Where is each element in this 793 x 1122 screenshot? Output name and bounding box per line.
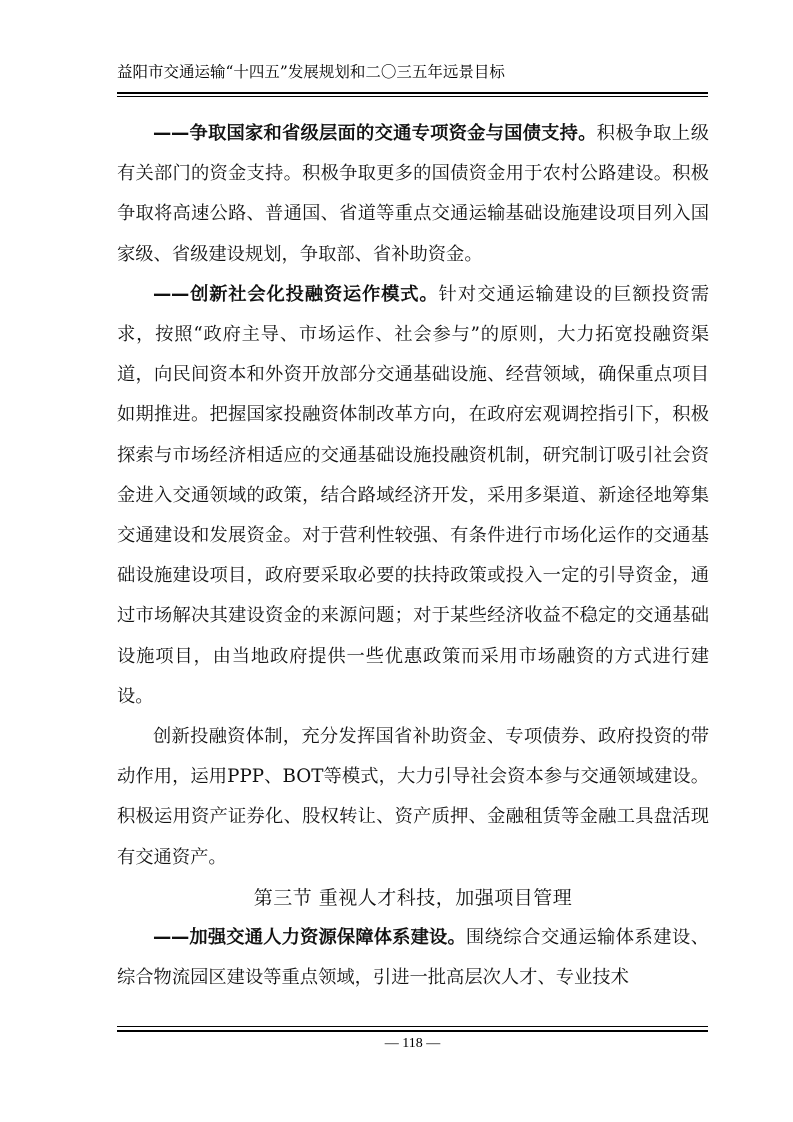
paragraph-lead: ——争取国家和省级层面的交通专项资金与国债支持。 [153, 123, 597, 144]
header-rule [117, 92, 708, 94]
paragraph-lead: ——加强交通人力资源保障体系建设。 [153, 927, 466, 949]
section-heading: 第三节 重视人才科技，加强项目管理 [253, 886, 573, 909]
page-number: — 118 — [384, 1036, 441, 1051]
footer-rule-thin [117, 1026, 708, 1027]
paragraph-innovation [117, 717, 709, 878]
paragraph-body: 创新投融资体制，充分发挥国省补助资金、专项债券、政府投资的带动作用，运用PPP、BOT等模式，大力引导社会资本参与交通领域建设。积极运用资产证券化、股权转让、资产质押、金融租赁等金融工具盘活现有交通资产。 [117, 726, 709, 868]
paragraph-investment [117, 275, 709, 717]
footer-rule [117, 1030, 708, 1032]
running-header: 益阳市交通运输“十四五”发展规划和二〇三五年远景目标 [117, 63, 505, 81]
paragraph-body: 针对交通运输建设的巨额投资需求，按照“政府主导、市场运作、社会参与”的原则，大力拓宽投融资渠道，向民间资本和外资开放部分交通基础设施、经营领域，确保重点项目如期推进。把握国家投融资体制改革方向，在政府宏观调控指引下，积极探索与市场经济相适应的交通基础设施投融资机制，研究制订吸引社会资金进入交通领域的政策，结合路域经济开发，采用多渠道、新途径地筹集交通建设和发展资金。对于营利性较强、有条件进行市场化运作的交通基础设施建设项目，政府要采取必要的扶持政策或投入一定的引导资金，通过市场解决其建设资金的来源问题；对于某些经济收益不稳定的交通基础设施项目，由当地政府提供一些优惠政策而采用市场融资的方式进行建设。 [117, 283, 710, 707]
paragraph-lead: ——创新社会化投融资运作模式。 [153, 283, 439, 305]
paragraph-body: 围绕综合交通运输体系建设、综合物流园区建设等重点领域，引进一批高层次人才、专业技术 [117, 927, 710, 989]
body-text [117, 114, 709, 998]
header-rule-thin [117, 96, 708, 97]
paragraph-body: 积极争取上级有关部门的资金支持。积极争取更多的国债资金用于农村公路建设。积极争取将高速公路、普通国、省道等重点交通运输基础设施建设项目列入国家级、省级建设规划，争取部、省补助资金。 [117, 123, 709, 265]
paragraph-talent [117, 918, 709, 998]
paragraph-funding [117, 114, 709, 275]
